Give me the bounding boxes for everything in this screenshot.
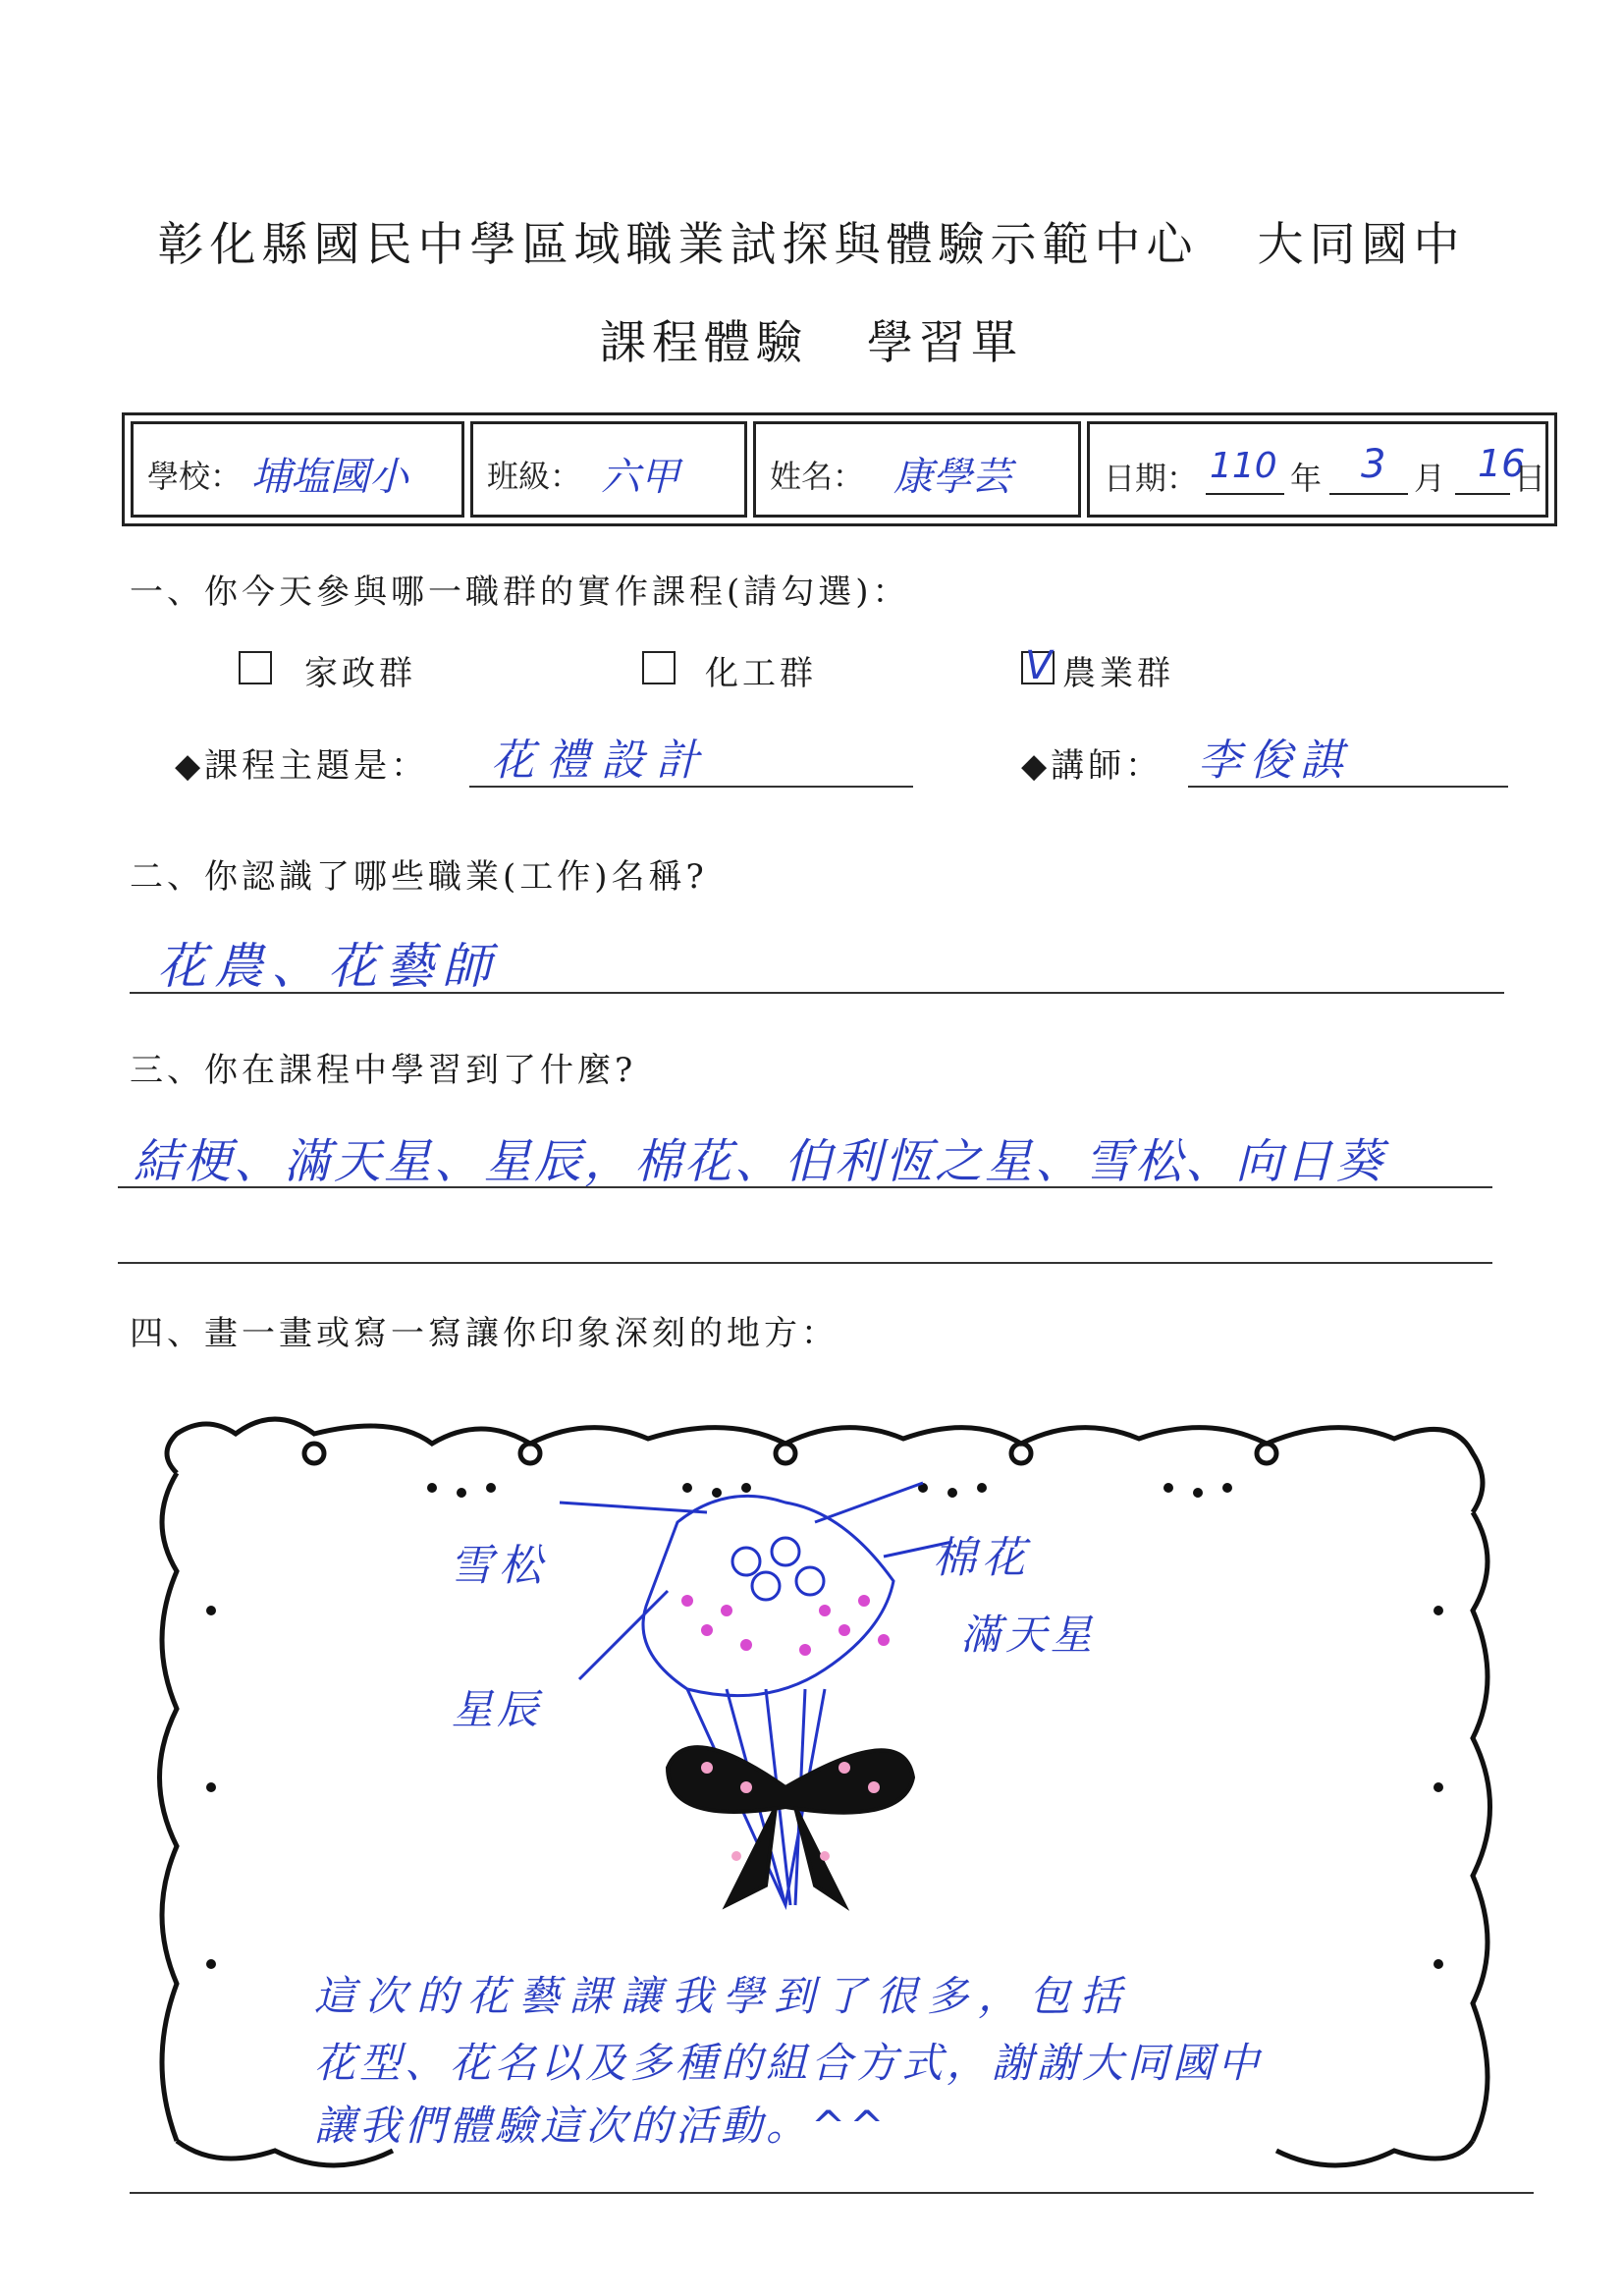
question-1: 一、你今天參與哪一職群的實作課程(請勾選)： — [130, 573, 910, 612]
class-value[interactable]: 六甲 — [601, 455, 679, 500]
year-unit: 年 — [1290, 460, 1323, 497]
answer-2[interactable]: 花農、花藝師 — [157, 938, 499, 995]
class-cell — [470, 421, 747, 518]
subtitle-right: 學習單 — [867, 316, 1023, 370]
answer-3-underline-2 — [118, 1262, 1492, 1264]
bouquet-drawing — [560, 1483, 952, 1905]
org-title: 彰化縣國民中學區域職業試探與體驗示範中心 — [157, 218, 1199, 272]
info-table — [122, 412, 1557, 526]
answer-3[interactable]: 結梗、滿天星、星辰，棉花、伯利恆之星、雪松、向日葵 — [134, 1134, 1386, 1189]
question-4: 四、畫一畫或寫一寫讓你印象深刻的地方： — [130, 1314, 839, 1353]
teacher-value[interactable]: 李俊諆 — [1198, 736, 1351, 786]
month-value[interactable]: 3 — [1361, 442, 1386, 487]
school-label: 學校： — [147, 458, 243, 495]
day-value[interactable]: 16 — [1478, 442, 1526, 485]
reflection-line-3[interactable]: 讓我們體驗這次的活動。^^ — [314, 2102, 889, 2150]
question-3: 三、你在課程中學習到了什麼? — [130, 1051, 637, 1090]
label-statice: 星辰 — [452, 1685, 543, 1733]
day-unit: 日 — [1514, 460, 1546, 497]
year-underline — [1206, 493, 1284, 495]
month-unit: 月 — [1414, 460, 1446, 497]
reflection-line-2[interactable]: 花型、花名以及多種的組合方式，謝謝大同國中 — [314, 2039, 1264, 2087]
checkbox-home-economics[interactable] — [239, 651, 272, 684]
topic-label: ◆課程主題是： — [175, 746, 429, 786]
pink-flowers — [681, 1595, 890, 1656]
name-value[interactable]: 康學芸 — [893, 455, 1011, 500]
name-cell — [753, 421, 1081, 518]
bottom-rule — [130, 2192, 1534, 2194]
name-label: 姓名： — [770, 458, 865, 495]
class-label: 班級： — [487, 458, 582, 495]
day-underline — [1455, 493, 1510, 495]
topic-underline — [469, 786, 913, 788]
option-agriculture: 農業群 — [1062, 654, 1174, 693]
teacher-label: ◆講師： — [1021, 746, 1163, 786]
date-cell — [1087, 421, 1548, 518]
option-home-economics: 家政群 — [304, 654, 416, 693]
label-cotton: 棉花 — [933, 1533, 1031, 1583]
month-underline — [1329, 493, 1408, 495]
date-label: 日期： — [1104, 460, 1199, 497]
school-cell — [131, 421, 464, 518]
label-babys-breath: 滿天星 — [960, 1611, 1097, 1659]
page-subtitle — [0, 306, 1623, 372]
page-title — [0, 208, 1623, 274]
question-2: 二、你認識了哪些職業(工作)名稱? — [130, 857, 708, 897]
topic-value[interactable]: 花禮設計 — [491, 736, 711, 786]
teacher-underline — [1188, 786, 1508, 788]
subtitle-left: 課程體驗 — [600, 316, 808, 370]
checkbox-chemical[interactable] — [642, 651, 676, 684]
school-value[interactable]: 埔塩國小 — [251, 455, 408, 500]
checkbox-agriculture[interactable] — [1021, 643, 1055, 688]
option-chemical: 化工群 — [705, 654, 817, 693]
reflection-line-1[interactable]: 這次的花藝課讓我學到了很多，包括 — [314, 1972, 1132, 2020]
label-cedar: 雪松 — [450, 1541, 548, 1591]
checkbox-agriculture-mark: V — [1025, 643, 1053, 688]
frame-dots — [206, 1483, 1443, 1969]
school-title: 大同國中 — [1257, 218, 1466, 272]
year-value[interactable]: 110 — [1210, 446, 1277, 486]
answer-3-underline — [118, 1186, 1492, 1188]
answer-2-underline — [130, 992, 1504, 994]
